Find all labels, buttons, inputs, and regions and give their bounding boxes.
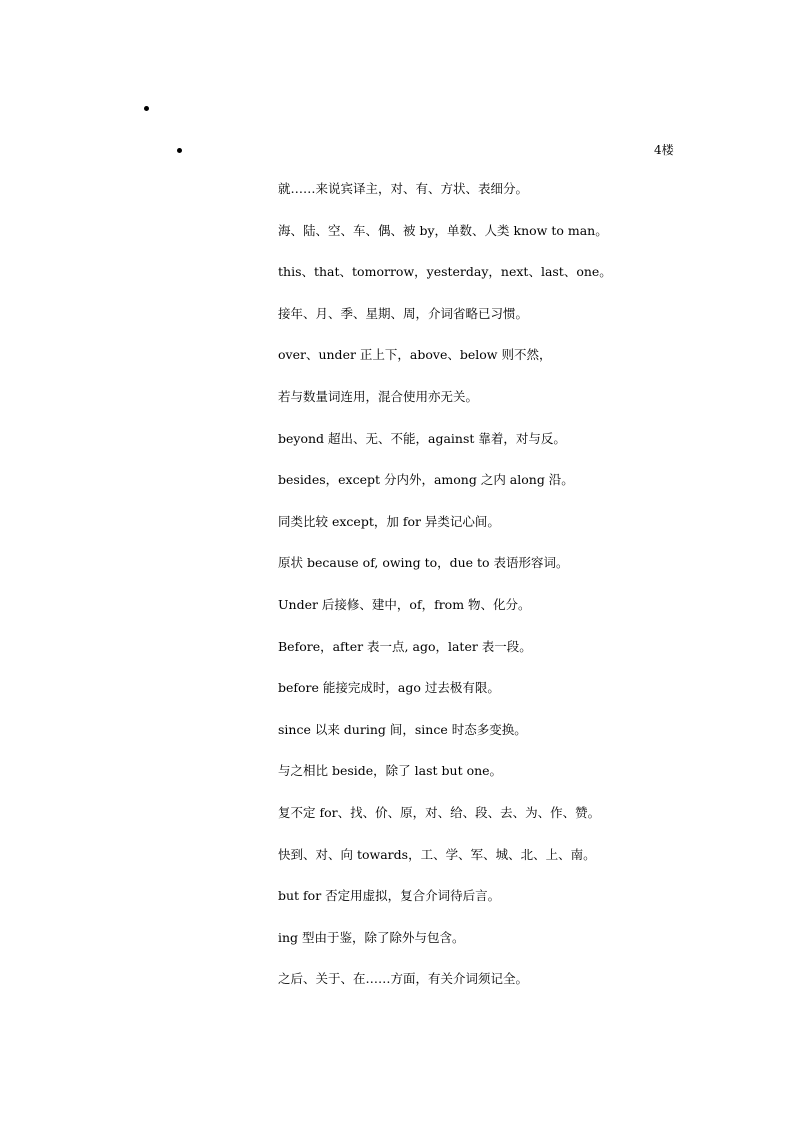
- rhyme-line: 快到、对、向 towards，工、学、军、城、北、上、南。: [278, 846, 596, 862]
- rhyme-line: over、under 正上下，above、below 则不然，: [278, 347, 552, 363]
- rhyme-line: 之后、关于、在……方面，有关介词须记全。: [278, 971, 529, 987]
- rhyme-line: 与之相比 beside，除了 last but one。: [278, 763, 503, 779]
- rhyme-line: beyond 超出、无、不能，against 靠着，对与反。: [278, 430, 566, 446]
- rhyme-line: 原状 because of, owing to，due to 表语形容词。: [278, 555, 569, 571]
- rhyme-line: besides，except 分内外，among 之内 along 沿。: [278, 472, 574, 488]
- rhyme-line: ing 型由于鉴，除了除外与包含。: [278, 929, 465, 945]
- rhyme-line: but for 否定用虚拟，复合介词待后言。: [278, 888, 501, 904]
- list-bullet-outer: [144, 106, 149, 111]
- rhyme-lines: [278, 180, 612, 1012]
- list-bullet-inner: [177, 148, 182, 153]
- rhyme-line: this、that、tomorrow，yesterday，next、last、one。: [278, 264, 612, 280]
- rhyme-line: before 能接完成时，ago 过去极有限。: [278, 680, 500, 696]
- floor-number: 4楼: [654, 143, 674, 157]
- rhyme-line: since 以来 during 间，since 时态多变换。: [278, 721, 527, 737]
- rhyme-line: 同类比较 except，加 for 异类记心间。: [278, 513, 500, 529]
- rhyme-line: 就……来说宾译主，对、有、方状、表细分。: [278, 181, 529, 196]
- rhyme-line: 若与数量词连用，混合使用亦无关。: [278, 388, 479, 404]
- rhyme-line: 海、陆、空、车、偶、被 by，单数、人类 know to man。: [278, 222, 608, 238]
- rhyme-line: 接年、月、季、星期、周，介词省略已习惯。: [278, 305, 529, 321]
- rhyme-line: Before，after 表一点, ago，later 表一段。: [278, 638, 532, 654]
- rhyme-line: 复不定 for、找、价、原，对、给、段、去、为、作、赞。: [278, 804, 601, 820]
- rhyme-line: Under 后接修、建中，of，from 物、化分。: [278, 596, 531, 612]
